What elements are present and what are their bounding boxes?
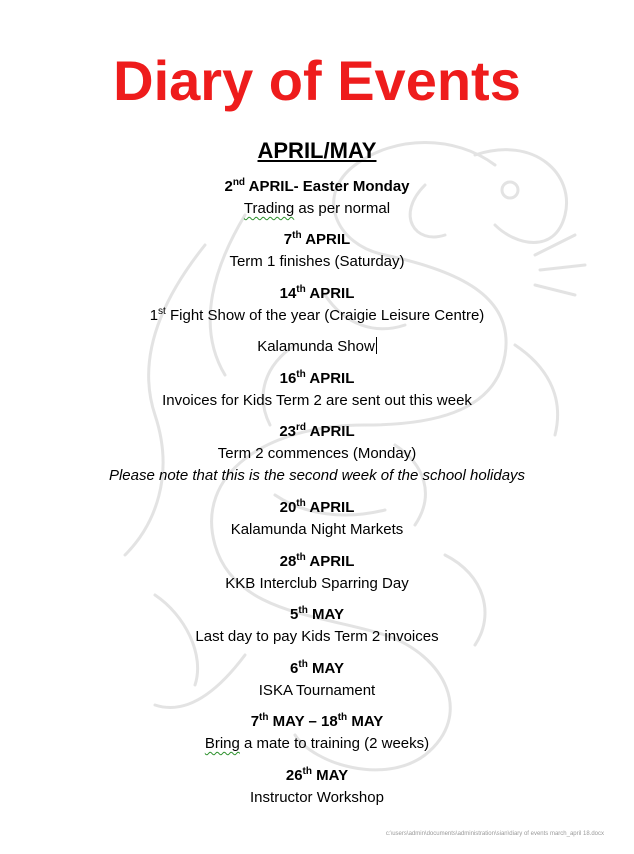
event-description: Instructor Workshop — [250, 789, 384, 806]
event-date: 20th APRIL — [279, 498, 355, 516]
text-cursor — [376, 337, 377, 354]
event-description: Trading as per normal — [243, 200, 391, 217]
event-date: 7th MAY – 18th MAY — [250, 712, 384, 730]
event-date: 2nd APRIL- Easter Monday — [224, 177, 410, 195]
file-path-footer: c:\users\admin\documents\administration\sian\diary of events march_april 18.docx — [385, 831, 604, 837]
event-note: Please note that this is the second week of the school holidays — [108, 467, 526, 484]
section-heading: APRIL/MAY — [257, 138, 377, 163]
event-description: Kalamunda Night Markets — [230, 521, 404, 538]
event-date: 14th APRIL — [279, 284, 355, 302]
event-description: Term 1 finishes (Saturday) — [229, 253, 405, 270]
event-description: KKB Interclub Sparring Day — [225, 575, 409, 592]
spellcheck-word: Bring — [204, 735, 240, 752]
spellcheck-word: Trading — [243, 200, 295, 217]
event-description: Bring a mate to training (2 weeks) — [204, 735, 430, 752]
event-description: Term 2 commences (Monday) — [217, 445, 417, 462]
event-date: 6th MAY — [290, 659, 344, 677]
event-date: 7th APRIL — [283, 230, 351, 248]
event-date: 5th MAY — [290, 605, 344, 623]
event-description: 1st Fight Show of the year (Craigie Leisure Centre) — [149, 306, 485, 324]
event-description: Last day to pay Kids Term 2 invoices — [195, 628, 439, 645]
event-description-extra[interactable]: Kalamunda Show — [257, 338, 375, 355]
event-description: ISKA Tournament — [258, 682, 376, 699]
event-description: Invoices for Kids Term 2 are sent out this week — [162, 392, 472, 409]
event-date: 23rd APRIL — [279, 422, 355, 440]
document-title: Diary of Events — [113, 49, 521, 112]
event-date: 16th APRIL — [279, 369, 355, 387]
event-date: 28th APRIL — [279, 552, 355, 570]
event-date: 26th MAY — [285, 766, 349, 784]
